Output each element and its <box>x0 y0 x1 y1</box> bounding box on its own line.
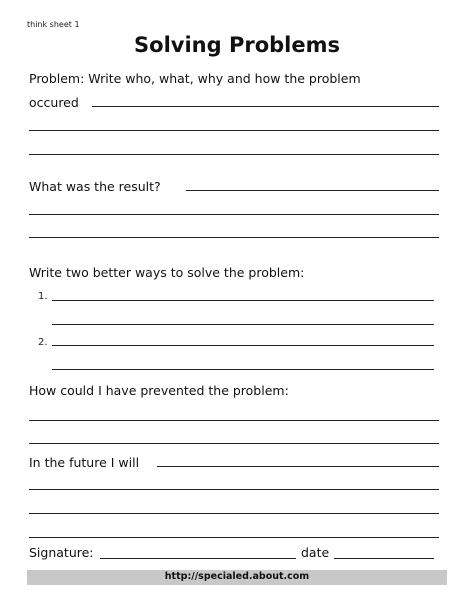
problem-answer-line-3[interactable] <box>29 154 439 155</box>
future-answer-line-4[interactable] <box>29 537 439 538</box>
better-way-number-1: 1. <box>38 291 48 302</box>
future-answer-line-2[interactable] <box>29 489 439 490</box>
better-way-1-line-2[interactable] <box>52 324 434 325</box>
future-prompt: In the future I will <box>29 455 140 470</box>
prevent-prompt: How could I have prevented the problem: <box>29 383 289 398</box>
problem-answer-line-1[interactable] <box>92 106 439 107</box>
footer-url[interactable]: http://specialed.about.com <box>164 571 310 582</box>
date-line[interactable] <box>334 558 434 559</box>
prevent-answer-line-2[interactable] <box>29 443 439 444</box>
signature-line[interactable] <box>100 558 296 559</box>
result-answer-line-2[interactable] <box>29 214 439 215</box>
result-prompt: What was the result? <box>29 179 161 194</box>
better-way-1-line-1[interactable] <box>52 300 434 301</box>
future-answer-line-1[interactable] <box>157 466 439 467</box>
result-answer-line-1[interactable] <box>186 190 439 191</box>
better-ways-prompt: Write two better ways to solve the problem: <box>29 265 305 280</box>
better-way-number-2: 2. <box>38 337 48 348</box>
future-answer-line-3[interactable] <box>29 513 439 514</box>
better-way-2-line-1[interactable] <box>52 345 434 346</box>
prevent-answer-line-1[interactable] <box>29 420 439 421</box>
result-answer-line-3[interactable] <box>29 237 439 238</box>
problem-prompt: Problem: Write who, what, why and how the problem <box>29 71 361 86</box>
better-way-2-line-2[interactable] <box>52 369 434 370</box>
problem-answer-line-2[interactable] <box>29 130 439 131</box>
problem-prompt-continued: occured <box>29 95 79 110</box>
sheet-label: think sheet 1 <box>27 20 80 29</box>
date-label: date <box>301 545 330 560</box>
page-title: Solving Problems <box>134 33 340 57</box>
signature-label: Signature: <box>29 545 94 560</box>
